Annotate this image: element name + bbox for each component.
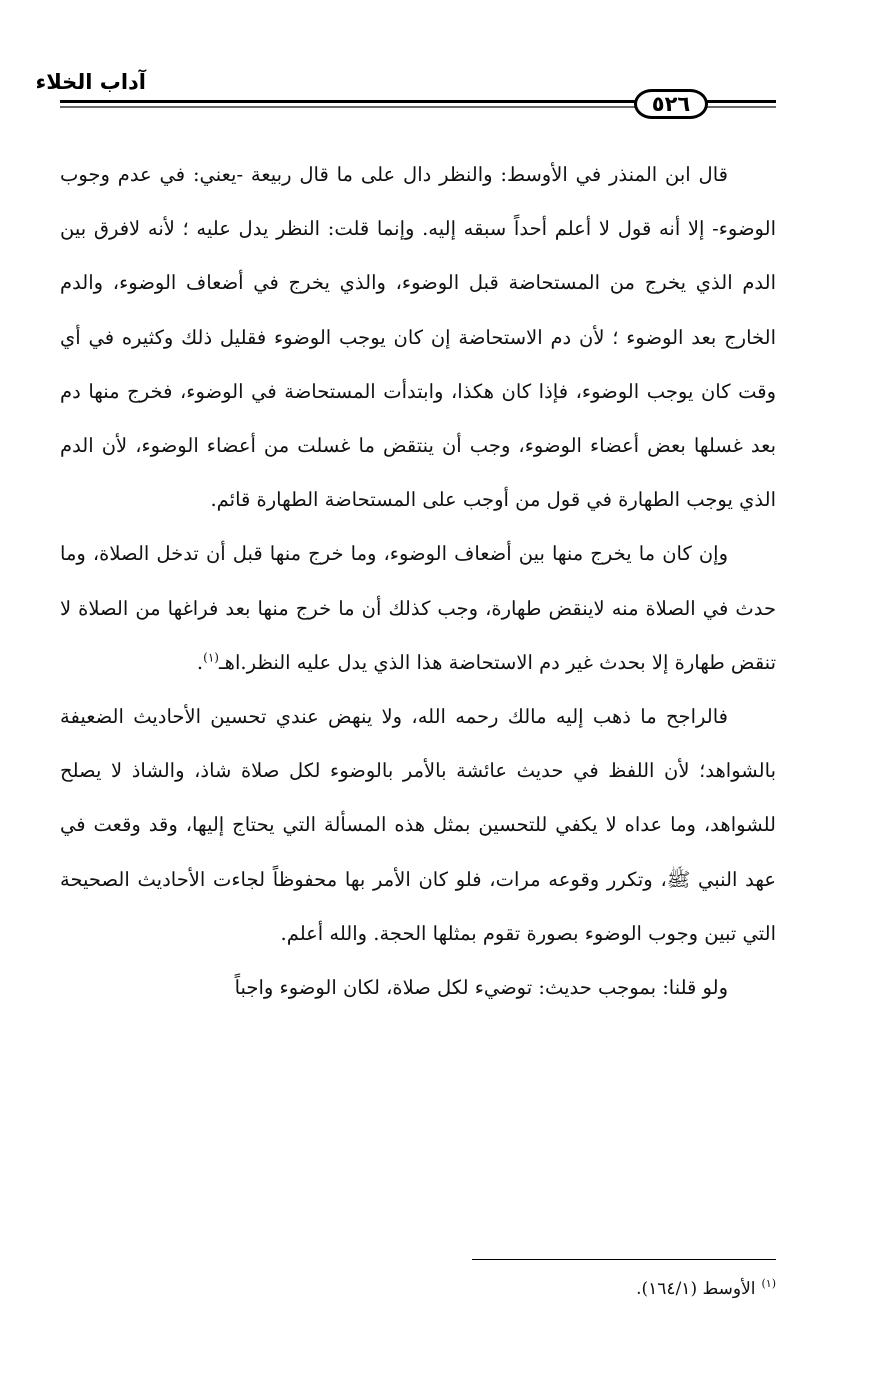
paragraph: فالراجح ما ذهب إليه مالك رحمه الله، ولا ينهض عندي تحسين الأحاديث الضعيفة بالشواهد؛ لأن اللفظ في حديث عائشة بالأمر بالوضوء لكل صلاة شاذ، والشاذ لا يصلح للشواهد، وما عداه لا يكفي للتحسين بمثل هذه المسألة التي يحتاج إليها، وقد وقعت في عهد النبي ﷺ، وتكرر وقوعه مرات، فلو كان الأمر بها محفوظاً لجاءت الأحاديث الصحيحة التي تبين وجوب الوضوء بصورة تقوم بمثلها الحجة. والله أعلم. bbox=[60, 705, 776, 945]
running-title: آداب الخلاء bbox=[35, 70, 146, 94]
paragraph: ولو قلنا: بموجب حديث: توضيء لكل صلاة، لكان الوضوء واجباً bbox=[234, 976, 728, 1000]
page-number: ٥٢٦ bbox=[651, 91, 691, 116]
paragraph: وإن كان ما يخرج منها بين أضعاف الوضوء، وما خرج منها قبل أن تدخل الصلاة، وما حدث في الصلاة منه لاينقض طهارة، وجب كذلك أن ما خرج منها بعد فراغها من الصلاة لا تنقض طهارة إلا بحدث غير دم الاستحاضة هذا الذي يدل عليه النظر.اهـ$^{(١)}$. bbox=[60, 542, 776, 674]
page-header bbox=[0, 60, 873, 130]
paragraph: قال ابن المنذر في الأوسط: والنظر دال على ما قال ربيعة -يعني: في عدم وجوب الوضوء- إلا أنه قول لا أعلم أحداً سبقه إليه. وإنما قلت: النظر يدل عليه ؛ لأنه لافرق بين الدم الذي يخرج من المستحاضة قبل الوضوء، والذي يخرج في أضعاف الوضوء، والدم الخارج بعد الوضوء ؛ لأن دم الاستحاضة إن كان يوجب الوضوء فقليل ذلك وكثيره في أي وقت كان يوجب الوضوء، فإذا كان هكذا، وابتدأت المستحاضة في الوضوء، فخرج منها دم بعد غسلها بعض أعضاء الوضوء، وجب أن ينتقض ما غسلت من أعضاء الوضوء، لأن الدم الذي يوجب الطهارة في قول من أوجب على المستحاضة الطهارة قائم. bbox=[60, 163, 776, 512]
footnote-reference: (١) bbox=[203, 650, 219, 665]
footnote-marker: (١) bbox=[761, 1277, 776, 1291]
body-text bbox=[60, 148, 776, 1015]
paragraph-text: وإن كان ما يخرج منها بين أضعاف الوضوء، وما خرج منها قبل أن تدخل الصلاة، وما حدث في الصلاة منه لاينقض طهارة، وجب كذلك أن ما خرج منها بعد فراغها من الصلاة لا تنقض طهارة إلا بحدث غير دم الاستحاضة هذا الذي يدل عليه النظر.اهـ bbox=[60, 542, 776, 674]
footnote-text: الأوسط (١٦٤/١). bbox=[636, 1279, 756, 1299]
footnote bbox=[636, 1276, 776, 1302]
footnote-divider bbox=[472, 1259, 776, 1260]
page-number-frame bbox=[634, 89, 708, 119]
